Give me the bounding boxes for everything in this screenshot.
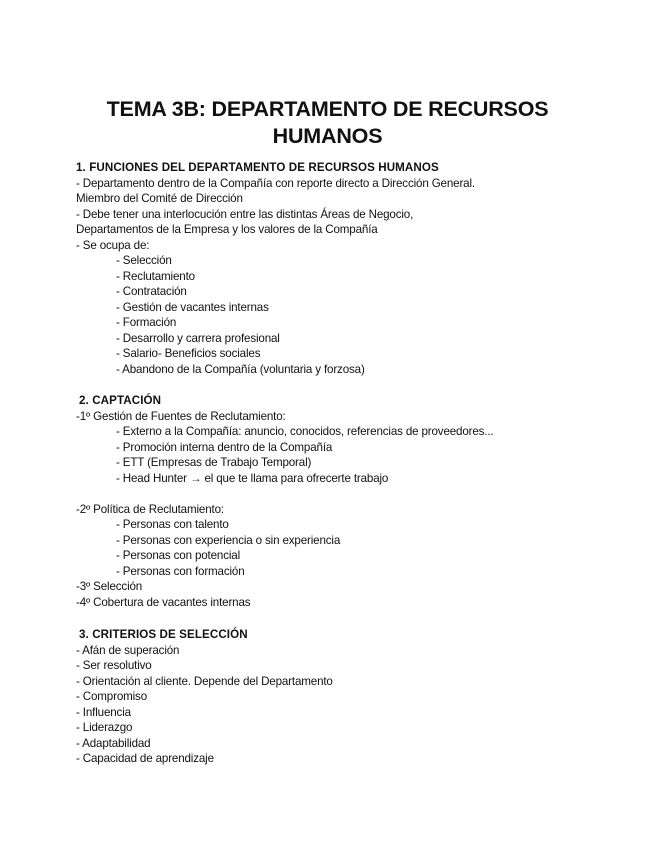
page-title xyxy=(60,96,595,150)
section-captacion xyxy=(76,393,636,610)
list-item: - Contratación xyxy=(116,285,187,298)
list-item: - Orientación al cliente. Depende del Departamento xyxy=(76,674,333,688)
list-item: - Salario- Beneficios sociales xyxy=(116,347,261,360)
list-item: - Adaptabilidad xyxy=(76,736,151,750)
list-item: - Capacidad de aprendizaje xyxy=(76,752,214,765)
list-item: - Personas con potencial xyxy=(116,549,241,562)
title-line-1: TEMA 3B: DEPARTAMENTO DE RECURSOS xyxy=(106,97,549,121)
section-heading: 1. FUNCIONES DEL DEPARTAMENTO DE RECURSOS HUMANOS xyxy=(76,161,439,174)
list-item: - Personas con talento xyxy=(116,518,229,531)
paragraph-line: Miembro del Comité de Dirección xyxy=(76,192,243,205)
list-item: - Desarrollo y carrera profesional xyxy=(116,331,280,345)
paragraph-line: -4º Cobertura de vacantes internas xyxy=(76,595,251,609)
section-criterios xyxy=(76,627,636,767)
blank-line xyxy=(76,486,636,502)
list-item: - Afán de superación xyxy=(76,643,180,657)
list-item: - ETT (Empresas de Trabajo Temporal) xyxy=(116,456,312,469)
paragraph-line: - Departamento dentro de la Compañía con reporte directo a Dirección General. xyxy=(76,176,475,190)
paragraph-line: -2º Política de Reclutamiento: xyxy=(76,502,224,516)
section-heading: 3. CRITERIOS DE SELECCIÓN xyxy=(79,628,248,641)
list-item: - Promoción interna dentro de la Compañía xyxy=(116,440,333,454)
list-item: - Externo a la Compañía: anuncio, conocidos, referencias de proveedores... xyxy=(116,425,494,438)
list-item: - Formación xyxy=(116,316,177,329)
section-funciones xyxy=(76,160,636,377)
list-item: - Personas con formación xyxy=(116,564,245,578)
list-item: - Reclutamiento xyxy=(116,269,195,283)
list-item: - Ser resolutivo xyxy=(76,659,152,672)
list-item: - Gestión de vacantes internas xyxy=(116,300,269,314)
list-item: - Liderazgo xyxy=(76,721,133,734)
paragraph-line: - Debe tener una interlocución entre las distintas Áreas de Negocio, xyxy=(76,207,414,221)
list-item: - Influencia xyxy=(76,705,131,719)
list-item: - Personas con experiencia o sin experiencia xyxy=(116,533,341,547)
section-heading: 2. CAPTACIÓN xyxy=(79,394,162,407)
paragraph-line: - Se ocupa de: xyxy=(76,238,150,252)
paragraph-line: Departamentos de la Empresa y los valores de la Compañía xyxy=(76,223,378,236)
list-item: - Head Hunter → el que te llama para ofrecerte trabajo xyxy=(116,471,389,485)
title-line-2: HUMANOS xyxy=(272,124,383,148)
paragraph-line: -1º Gestión de Fuentes de Reclutamiento: xyxy=(76,409,286,423)
list-item: - Abandono de la Compañía (voluntaria y forzosa) xyxy=(116,362,365,376)
paragraph-line: -3º Selección xyxy=(76,580,143,593)
list-item: - Compromiso xyxy=(76,690,147,703)
list-item: - Selección xyxy=(116,254,172,267)
